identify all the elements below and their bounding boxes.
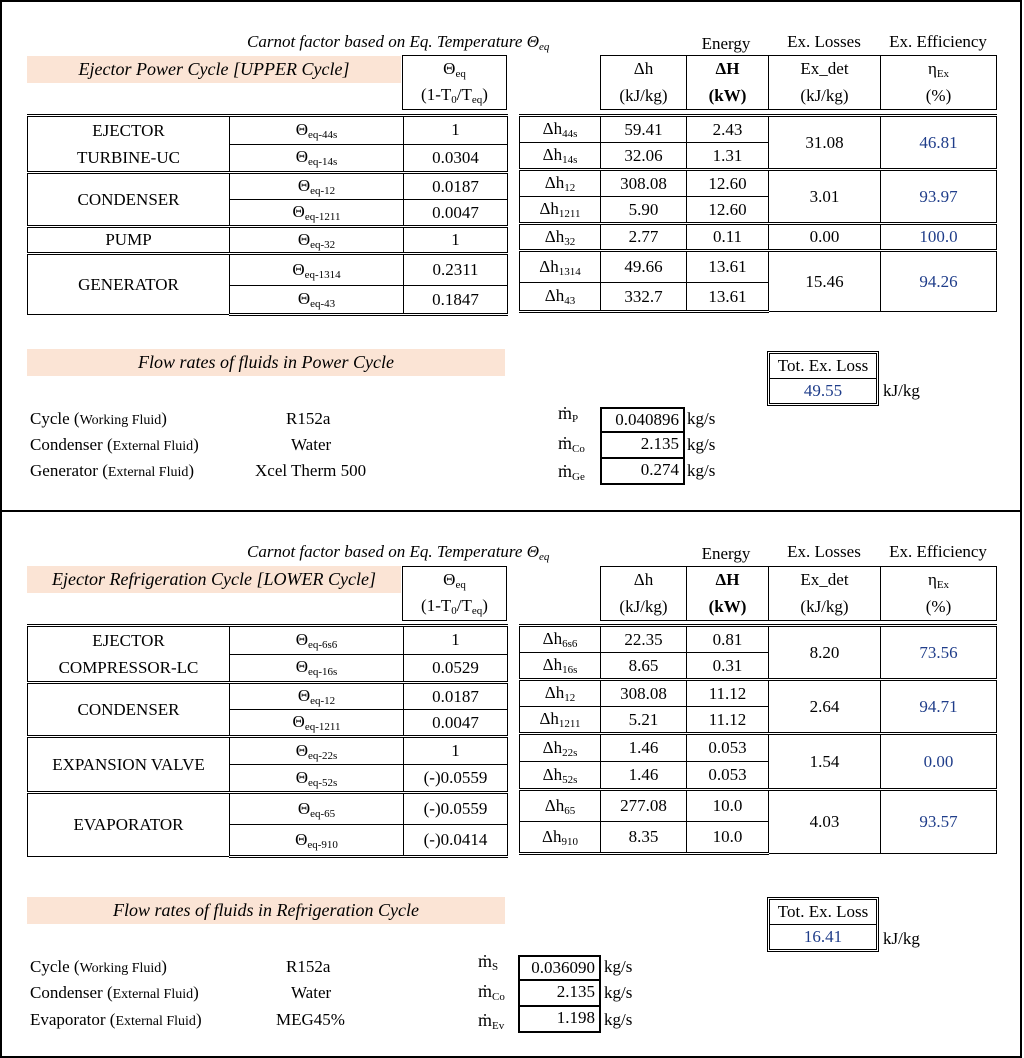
dh-value: 8.35 (601, 822, 687, 854)
dh-unit: (kJ/kg) (601, 594, 687, 621)
m: ṁ (478, 1010, 493, 1030)
name-line2: TURBINE-UC (77, 148, 180, 167)
name-line1: EJECTOR (92, 121, 165, 140)
theta-formula (403, 83, 507, 110)
fl-ext: External Fluid (112, 987, 194, 1002)
theta-value: 0.0529 (404, 654, 508, 683)
dH-value: 0.053 (687, 734, 769, 762)
lower-energy-header: Energy (701, 544, 751, 563)
mdot-symbol (558, 403, 578, 425)
theta-row-label: $\Theta_{eq-22s}$ (230, 737, 404, 765)
tf-d: eq (471, 605, 483, 618)
mdot-symbol (558, 433, 585, 455)
tot-label: Tot. Ex. Loss (770, 900, 876, 925)
flow-label (30, 957, 167, 977)
dh-row-sub: 1314 (558, 265, 581, 278)
dh-value: 5.21 (601, 707, 687, 734)
tf-b: 0 (451, 94, 457, 107)
lower-exlosses-header: Ex. Losses (787, 542, 861, 561)
dH-value: 10.0 (687, 822, 769, 854)
component-name: PUMP (28, 227, 230, 254)
dH-value: 0.053 (687, 762, 769, 790)
dH-value: 10.0 (687, 790, 769, 822)
theta-row-sub: eq-14s (307, 156, 338, 169)
tf-c: /T (456, 596, 472, 616)
eta-unit: (%) (881, 594, 997, 621)
dh-row-sub: 14s (562, 154, 578, 166)
dh-row-label: $\Delta h_{65}$ (520, 790, 601, 822)
upper-cycle-title: Ejector Power Cycle [UPPER Cycle] (27, 56, 401, 83)
theta-symbol-sub: eq (455, 67, 466, 80)
dh-row-sub: 22s (562, 746, 578, 759)
dh-value: 1.46 (601, 734, 687, 762)
dh-row-label: $\Delta h_{6s6}$ (520, 626, 601, 653)
dH-value: 0.31 (687, 653, 769, 680)
dH-value: 1.31 (687, 143, 769, 170)
theta-value: 0.0047 (404, 710, 508, 737)
component-name: EXPANSION VALVE (28, 737, 230, 793)
dh-value: 49.66 (601, 251, 687, 283)
exdet-value: 8.20 (769, 626, 881, 680)
theta-row-sub: eq-1211 (304, 211, 341, 223)
eta-value: 73.56 (881, 626, 997, 680)
lower-tot-box (767, 897, 879, 952)
upper-energy-header: Energy (701, 34, 751, 53)
theta-row-label: $\Theta_{eq-52s}$ (230, 765, 404, 793)
name-line2: COMPRESSOR-LC (58, 658, 199, 677)
flow-fluid: Water (291, 435, 332, 454)
theta-row-sub: eq-65 (310, 807, 336, 820)
theta-row-label: $\Theta_{eq-1211}$ (230, 200, 404, 227)
m-sub: S (492, 961, 499, 973)
theta-row-label: $\Theta_{eq-12}$ (230, 173, 404, 200)
flow-label (30, 983, 199, 1003)
theta-value: (-)0.0559 (404, 765, 508, 793)
dH-header: ΔH (687, 567, 769, 594)
theta-header (403, 56, 507, 83)
exdet-value: 4.03 (769, 790, 881, 854)
theta-value: 0.0304 (404, 144, 508, 173)
theta-row-label: $\Theta_{eq-65}$ (230, 793, 404, 825)
carnot-header-sub: eq (539, 41, 550, 53)
dh-value: 308.08 (601, 680, 687, 707)
theta-row-label: $\Theta_{eq-12}$ (230, 683, 404, 710)
dh-unit: (kJ/kg) (601, 83, 687, 110)
theta-symbol-sub: eq (455, 578, 466, 591)
dh-row-label: $\Delta h_{12}$ (520, 170, 601, 197)
fl-a: Condenser ( (30, 435, 113, 454)
theta-row-label: $\Theta_{eq-1211}$ (230, 710, 404, 737)
dh-row-label: $\Delta h_{12}$ (520, 680, 601, 707)
dh-row-sub: 65 (564, 804, 576, 817)
theta-value: (-)0.0559 (404, 793, 508, 825)
component-name: CONDENSER (28, 173, 230, 227)
mdot-symbol (478, 951, 498, 973)
tf-a: (1-T (421, 596, 452, 616)
dh-value: 308.08 (601, 170, 687, 197)
fl-a: Condenser ( (30, 983, 113, 1002)
fl-a: Generator ( (30, 461, 108, 480)
theta-row-sub: eq-1314 (304, 268, 341, 281)
fl-ext: External Fluid (115, 1014, 196, 1029)
theta-value: 0.1847 (404, 286, 508, 315)
m: ṁ (478, 951, 493, 971)
m-sub: Co (572, 443, 585, 455)
flow-label (30, 1010, 202, 1030)
tot-unit: kJ/kg (883, 929, 920, 948)
flow-label (30, 409, 167, 429)
dh-row-label: $\Delta h_{1211}$ (520, 197, 601, 224)
carnot-header-text: Carnot factor based on Eq. Temperature Θ (247, 542, 539, 561)
dH-value: 11.12 (687, 707, 769, 734)
dH-header: ΔH (687, 56, 769, 83)
lower-carnot-header (247, 542, 549, 563)
theta-row-sub: eq-22s (307, 749, 338, 762)
theta-row-label: $\Theta_{eq-1314}$ (230, 254, 404, 286)
m-sub: Co (492, 991, 505, 1003)
fl-c: ) (193, 983, 199, 1002)
tf-e: ) (482, 85, 488, 105)
fl-c: ) (161, 957, 167, 976)
dh-row-sub: 1211 (558, 718, 581, 730)
theta-value: 0.2311 (404, 254, 508, 286)
dh-row-sub: 44s (562, 128, 578, 140)
dH-value: 11.12 (687, 680, 769, 707)
eta-header (881, 56, 997, 83)
flow-label (30, 435, 199, 455)
eta-value: 94.26 (881, 251, 997, 312)
theta-value: 0.0047 (404, 200, 508, 227)
fl-a: Cycle ( (30, 409, 80, 428)
lower-body-right (519, 624, 997, 855)
theta-row-sub: eq-12 (310, 695, 336, 707)
component-name: CONDENSER (28, 683, 230, 737)
dh-row-sub: 12 (564, 692, 576, 704)
fl-ext: External Fluid (112, 439, 194, 454)
theta-symbol: Θ (443, 58, 456, 78)
eta-value: 46.81 (881, 116, 997, 170)
dH-value: 13.61 (687, 251, 769, 283)
tf-a: (1-T (421, 85, 452, 105)
theta-row-sub: eq-6s6 (307, 638, 338, 651)
exdet-unit: (kJ/kg) (769, 594, 881, 621)
theta-header (403, 567, 507, 594)
theta-row-sub: eq-43 (310, 298, 336, 310)
m-sub: Ev (492, 1020, 505, 1032)
dH-unit: (kW) (687, 83, 769, 110)
theta-row-sub: eq-12 (310, 185, 336, 197)
theta-value: 1 (404, 116, 508, 145)
upper-carnot-header (247, 32, 549, 53)
dh-value: 1.46 (601, 762, 687, 790)
lower-exeff-header: Ex. Efficiency (889, 542, 987, 561)
dh-row-label: $\Delta h_{32}$ (520, 224, 601, 251)
dh-row-sub: 1211 (558, 208, 581, 220)
eta-symbol: η (927, 569, 937, 589)
upper-tot-box (767, 351, 879, 406)
dH-value: 13.61 (687, 283, 769, 312)
carnot-header-sub: eq (539, 551, 550, 563)
dH-value: 12.60 (687, 197, 769, 224)
fl-ext: Working Fluid (79, 961, 162, 976)
lower-header-left (402, 566, 507, 621)
upper-exlosses-header: Ex. Losses (787, 32, 861, 51)
theta-value: (-)0.0414 (404, 825, 508, 857)
fl-a: Cycle ( (30, 957, 80, 976)
tot-value: 16.41 (803, 927, 843, 946)
dH-unit: (kW) (687, 594, 769, 621)
dh-row-label: $\Delta h_{1314}$ (520, 251, 601, 283)
upper-header-left (402, 55, 507, 110)
theta-value: 0.0187 (404, 683, 508, 710)
dh-header: Δh (601, 567, 687, 594)
exdet-header: Ex_det (769, 56, 881, 83)
dh-value: 5.90 (601, 197, 687, 224)
dh-row-label: $\Delta h_{14s}$ (520, 143, 601, 170)
fl-ext: Working Fluid (79, 413, 162, 428)
eta-value: 93.57 (881, 790, 997, 854)
theta-formula (403, 594, 507, 621)
theta-row-sub: eq-1211 (304, 721, 341, 733)
dh-value: 22.35 (601, 626, 687, 653)
upper-flow-title: Flow rates of fluids in Power Cycle (27, 349, 505, 376)
dh-value: 2.77 (601, 224, 687, 251)
flow-unit: kg/s (687, 409, 716, 428)
tf-d: eq (471, 94, 483, 107)
eta-sub: Ex (936, 578, 950, 591)
eta-value: 94.71 (881, 680, 997, 734)
eta-value: 100.0 (881, 224, 997, 251)
exdet-value: 0.00 (769, 224, 881, 251)
theta-row-sub: eq-44s (307, 128, 338, 141)
dh-row-sub: 910 (561, 835, 578, 848)
component-name (28, 626, 230, 683)
dh-value: 332.7 (601, 283, 687, 312)
flow-value: 0.040896 (600, 407, 685, 433)
theta-row-label: $\Theta_{eq-910}$ (230, 825, 404, 857)
upper-body-left (27, 114, 508, 316)
eta-unit: (%) (881, 83, 997, 110)
flow-value: 2.135 (600, 433, 685, 459)
dH-value: 0.81 (687, 626, 769, 653)
theta-row-sub: eq-16s (307, 666, 338, 679)
dh-row-label: $\Delta h_{52s}$ (520, 762, 601, 790)
dh-row-label: $\Delta h_{22s}$ (520, 734, 601, 762)
exdet-unit: (kJ/kg) (769, 83, 881, 110)
tf-c: /T (456, 85, 472, 105)
exdet-value: 3.01 (769, 170, 881, 224)
theta-value: 1 (404, 227, 508, 254)
m: ṁ (558, 403, 573, 423)
eta-header (881, 567, 997, 594)
flow-value: 0.274 (600, 459, 685, 485)
dH-value: 12.60 (687, 170, 769, 197)
eta-value: 93.97 (881, 170, 997, 224)
theta-value: 1 (404, 737, 508, 765)
dh-row-sub: 6s6 (562, 638, 578, 650)
theta-row-label: $\Theta_{eq-32}$ (230, 227, 404, 254)
mdot-symbol (558, 461, 585, 483)
m-sub: Ge (572, 471, 585, 483)
exdet-header: Ex_det (769, 567, 881, 594)
mdot-symbol (478, 981, 505, 1003)
lower-body-left (27, 624, 508, 858)
theta-row-sub: eq-32 (310, 238, 336, 251)
theta-row-label: $\Theta_{eq-16s}$ (230, 654, 404, 683)
dh-row-sub: 43 (564, 295, 576, 307)
tf-e: ) (482, 596, 488, 616)
exdet-value: 1.54 (769, 734, 881, 790)
flow-fluid: R152a (286, 409, 331, 428)
component-name (28, 116, 230, 173)
tf-b: 0 (451, 605, 457, 618)
component-name: GENERATOR (28, 254, 230, 315)
m: ṁ (558, 461, 573, 481)
flow-value: 1.198 (518, 1007, 601, 1033)
flow-value: 0.036090 (518, 955, 601, 981)
theta-row-sub: eq-910 (307, 838, 338, 851)
eta-value: 0.00 (881, 734, 997, 790)
mdot-symbol (478, 1010, 504, 1032)
tot-label: Tot. Ex. Loss (770, 354, 876, 379)
flow-unit: kg/s (687, 435, 716, 454)
eta-sub: Ex (936, 67, 950, 80)
exdet-value: 31.08 (769, 116, 881, 170)
dh-row-label: $\Delta h_{43}$ (520, 283, 601, 312)
flow-fluid: R152a (286, 957, 331, 976)
flow-label (30, 461, 194, 481)
theta-row-label: $\Theta_{eq-6s6}$ (230, 626, 404, 655)
flow-value: 2.135 (518, 981, 601, 1007)
fl-a: Evaporator ( (30, 1010, 116, 1029)
dh-value: 8.65 (601, 653, 687, 680)
flow-unit: kg/s (604, 983, 633, 1002)
theta-row-sub: eq-52s (307, 776, 338, 789)
dh-value: 32.06 (601, 143, 687, 170)
dh-row-sub: 12 (564, 182, 576, 194)
carnot-header-text: Carnot factor based on Eq. Temperature Θ (247, 32, 539, 51)
dh-row-label: $\Delta h_{44s}$ (520, 116, 601, 143)
upper-exeff-header: Ex. Efficiency (889, 32, 987, 51)
fl-c: ) (193, 435, 199, 454)
flow-fluid: Xcel Therm 500 (255, 461, 367, 480)
flow-unit: kg/s (687, 461, 716, 480)
dh-row-label: $\Delta h_{16s}$ (520, 653, 601, 680)
fl-c: ) (188, 461, 195, 480)
theta-row-label: $\Theta_{eq-44s}$ (230, 116, 404, 145)
flow-fluid: Water (291, 983, 332, 1002)
dh-row-label: $\Delta h_{910}$ (520, 822, 601, 854)
name-line1: EJECTOR (92, 631, 165, 650)
dH-value: 2.43 (687, 116, 769, 143)
lower-header-right (600, 566, 997, 621)
dh-value: 59.41 (601, 116, 687, 143)
tot-unit: kJ/kg (883, 381, 920, 400)
dh-row-sub: 32 (564, 235, 576, 248)
theta-row-label: $\Theta_{eq-14s}$ (230, 144, 404, 173)
eta-symbol: η (927, 58, 937, 78)
fl-c: ) (161, 409, 167, 428)
dh-row-sub: 52s (562, 773, 578, 786)
m: ṁ (478, 981, 493, 1001)
lower-flow-title: Flow rates of fluids in Refrigeration Cycle (27, 897, 505, 924)
fl-ext: External Fluid (107, 465, 189, 480)
theta-value: 0.0187 (404, 173, 508, 200)
upper-header-right (600, 55, 997, 110)
lower-cycle-title: Ejector Refrigeration Cycle [LOWER Cycle] (27, 566, 401, 593)
tot-value: 49.55 (803, 381, 843, 400)
exdet-value: 15.46 (769, 251, 881, 312)
dh-value: 277.08 (601, 790, 687, 822)
dh-header: Δh (601, 56, 687, 83)
m: ṁ (558, 433, 573, 453)
theta-symbol: Θ (443, 569, 456, 589)
upper-body-right (519, 114, 997, 313)
theta-row-label: $\Theta_{eq-43}$ (230, 286, 404, 315)
m-sub: P (572, 413, 579, 425)
fl-c: ) (195, 1010, 202, 1029)
dh-row-label: $\Delta h_{1211}$ (520, 707, 601, 734)
exdet-value: 2.64 (769, 680, 881, 734)
flow-fluid: MEG45% (276, 1010, 345, 1029)
flow-unit: kg/s (604, 1010, 633, 1029)
component-name: EVAPORATOR (28, 793, 230, 857)
dh-row-sub: 16s (562, 664, 578, 676)
theta-value: 1 (404, 626, 508, 655)
flow-unit: kg/s (604, 957, 633, 976)
dH-value: 0.11 (687, 224, 769, 251)
